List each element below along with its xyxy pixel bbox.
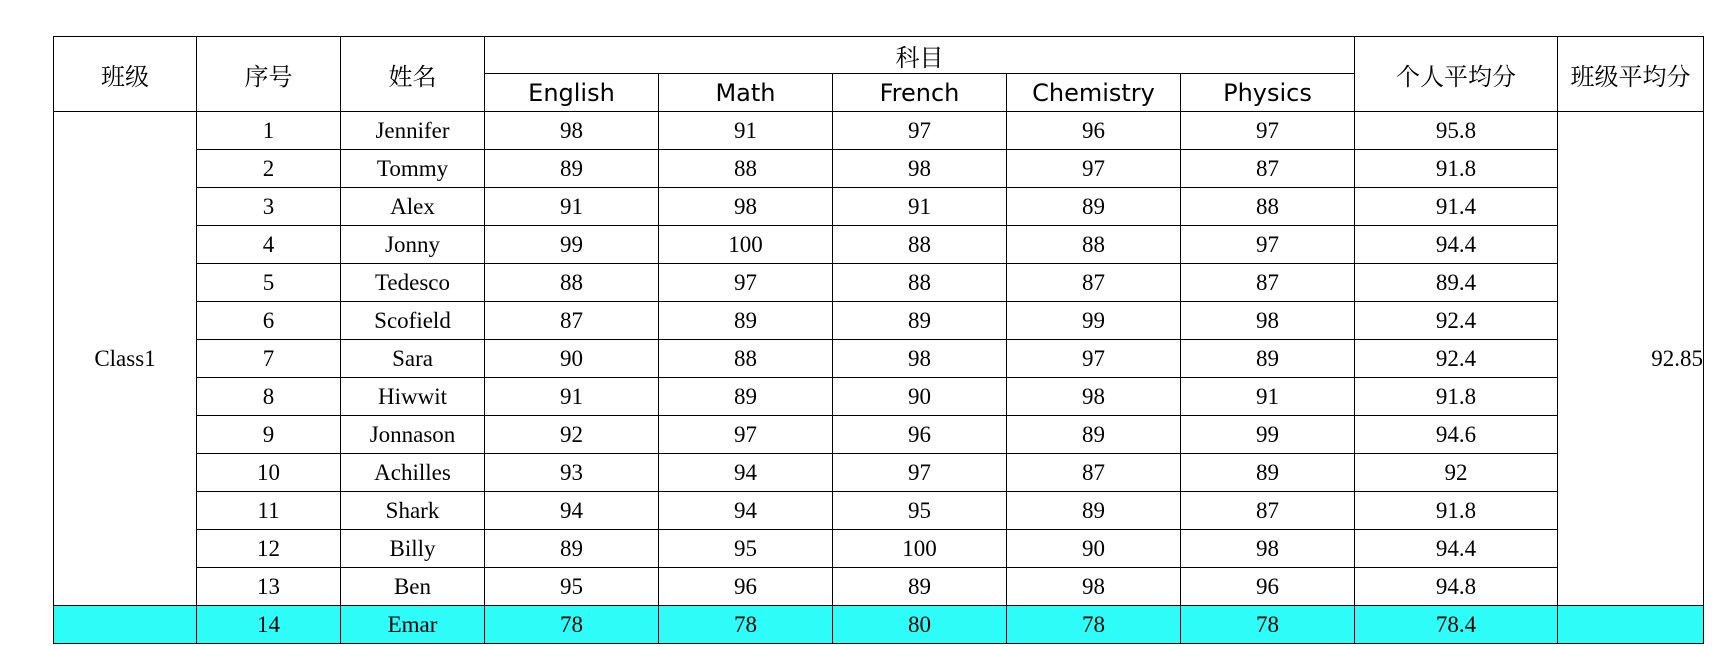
score-math: 91 bbox=[659, 112, 833, 150]
row-index: 13 bbox=[197, 568, 341, 606]
score-french: 95 bbox=[833, 492, 1007, 530]
student-name: Jonny bbox=[341, 226, 485, 264]
row-index: 5 bbox=[197, 264, 341, 302]
score-math: 89 bbox=[659, 378, 833, 416]
score-french: 97 bbox=[833, 454, 1007, 492]
table-row bbox=[54, 226, 1704, 264]
table-row bbox=[54, 530, 1704, 568]
student-name: Alex bbox=[341, 188, 485, 226]
score-english: 78 bbox=[485, 606, 659, 644]
score-math: 94 bbox=[659, 492, 833, 530]
score-french: 96 bbox=[833, 416, 1007, 454]
score-math: 100 bbox=[659, 226, 833, 264]
table-body bbox=[54, 112, 1704, 644]
personal-average: 94.4 bbox=[1355, 530, 1558, 568]
score-english: 90 bbox=[485, 340, 659, 378]
student-name: Hiwwit bbox=[341, 378, 485, 416]
table-row bbox=[54, 378, 1704, 416]
header-name: 姓名 bbox=[341, 37, 485, 112]
score-physics: 97 bbox=[1181, 226, 1355, 264]
student-name: Achilles bbox=[341, 454, 485, 492]
header-physics: Physics bbox=[1181, 74, 1355, 112]
score-french: 89 bbox=[833, 302, 1007, 340]
score-chemistry: 88 bbox=[1007, 226, 1181, 264]
score-chemistry: 78 bbox=[1007, 606, 1181, 644]
student-name: Tedesco bbox=[341, 264, 485, 302]
student-name: Sara bbox=[341, 340, 485, 378]
table-row bbox=[54, 188, 1704, 226]
score-english: 89 bbox=[485, 150, 659, 188]
score-math: 88 bbox=[659, 340, 833, 378]
table-row bbox=[54, 340, 1704, 378]
score-english: 87 bbox=[485, 302, 659, 340]
score-english: 88 bbox=[485, 264, 659, 302]
table-row bbox=[54, 302, 1704, 340]
student-name: Ben bbox=[341, 568, 485, 606]
score-physics: 88 bbox=[1181, 188, 1355, 226]
score-french: 80 bbox=[833, 606, 1007, 644]
score-french: 91 bbox=[833, 188, 1007, 226]
row-index: 2 bbox=[197, 150, 341, 188]
score-physics: 99 bbox=[1181, 416, 1355, 454]
score-math: 94 bbox=[659, 454, 833, 492]
header-french: French bbox=[833, 74, 1007, 112]
personal-average: 94.6 bbox=[1355, 416, 1558, 454]
score-english: 98 bbox=[485, 112, 659, 150]
score-french: 90 bbox=[833, 378, 1007, 416]
score-physics: 98 bbox=[1181, 530, 1355, 568]
score-english: 94 bbox=[485, 492, 659, 530]
score-math: 89 bbox=[659, 302, 833, 340]
score-physics: 97 bbox=[1181, 112, 1355, 150]
student-name: Jennifer bbox=[341, 112, 485, 150]
personal-average: 95.8 bbox=[1355, 112, 1558, 150]
student-name: Jonnason bbox=[341, 416, 485, 454]
header-row-top bbox=[54, 37, 1704, 74]
table-row bbox=[54, 112, 1704, 150]
personal-average: 91.4 bbox=[1355, 188, 1558, 226]
table-row bbox=[54, 150, 1704, 188]
score-chemistry: 89 bbox=[1007, 188, 1181, 226]
header-class: 班级 bbox=[54, 37, 197, 112]
score-math: 88 bbox=[659, 150, 833, 188]
score-chemistry: 89 bbox=[1007, 492, 1181, 530]
student-name: Emar bbox=[341, 606, 485, 644]
header-chemistry: Chemistry bbox=[1007, 74, 1181, 112]
table-row bbox=[54, 492, 1704, 530]
score-physics: 89 bbox=[1181, 340, 1355, 378]
score-chemistry: 96 bbox=[1007, 112, 1181, 150]
personal-average: 92.4 bbox=[1355, 340, 1558, 378]
header-subjects-group: 科目 bbox=[485, 37, 1355, 74]
score-math: 95 bbox=[659, 530, 833, 568]
personal-average: 91.8 bbox=[1355, 492, 1558, 530]
score-math: 97 bbox=[659, 416, 833, 454]
score-physics: 96 bbox=[1181, 568, 1355, 606]
score-chemistry: 97 bbox=[1007, 340, 1181, 378]
row-index: 14 bbox=[197, 606, 341, 644]
row-index: 8 bbox=[197, 378, 341, 416]
score-physics: 98 bbox=[1181, 302, 1355, 340]
score-chemistry: 90 bbox=[1007, 530, 1181, 568]
score-chemistry: 98 bbox=[1007, 568, 1181, 606]
header-personal-average: 个人平均分 bbox=[1355, 37, 1558, 112]
score-chemistry: 89 bbox=[1007, 416, 1181, 454]
highlight-blank-cell bbox=[54, 606, 197, 644]
row-index: 10 bbox=[197, 454, 341, 492]
score-french: 89 bbox=[833, 568, 1007, 606]
row-index: 3 bbox=[197, 188, 341, 226]
score-french: 97 bbox=[833, 112, 1007, 150]
personal-average: 89.4 bbox=[1355, 264, 1558, 302]
score-english: 93 bbox=[485, 454, 659, 492]
class-average-value: 92.85 bbox=[1558, 112, 1704, 606]
table-row bbox=[54, 416, 1704, 454]
score-french: 98 bbox=[833, 150, 1007, 188]
personal-average: 91.8 bbox=[1355, 150, 1558, 188]
row-index: 9 bbox=[197, 416, 341, 454]
score-english: 92 bbox=[485, 416, 659, 454]
score-math: 97 bbox=[659, 264, 833, 302]
score-chemistry: 97 bbox=[1007, 150, 1181, 188]
score-english: 99 bbox=[485, 226, 659, 264]
score-french: 88 bbox=[833, 226, 1007, 264]
score-math: 98 bbox=[659, 188, 833, 226]
score-chemistry: 87 bbox=[1007, 454, 1181, 492]
score-french: 98 bbox=[833, 340, 1007, 378]
score-physics: 87 bbox=[1181, 150, 1355, 188]
student-name: Scofield bbox=[341, 302, 485, 340]
personal-average: 78.4 bbox=[1355, 606, 1558, 644]
score-physics: 87 bbox=[1181, 492, 1355, 530]
row-index: 11 bbox=[197, 492, 341, 530]
header-class-average: 班级平均分 bbox=[1558, 37, 1704, 112]
score-math: 78 bbox=[659, 606, 833, 644]
table-row bbox=[54, 454, 1704, 492]
personal-average: 92.4 bbox=[1355, 302, 1558, 340]
table-row bbox=[54, 264, 1704, 302]
student-name: Billy bbox=[341, 530, 485, 568]
score-english: 95 bbox=[485, 568, 659, 606]
score-english: 91 bbox=[485, 188, 659, 226]
row-index: 1 bbox=[197, 112, 341, 150]
grade-table bbox=[53, 36, 1704, 644]
row-index: 4 bbox=[197, 226, 341, 264]
score-english: 91 bbox=[485, 378, 659, 416]
student-name: Tommy bbox=[341, 150, 485, 188]
score-physics: 91 bbox=[1181, 378, 1355, 416]
row-index: 7 bbox=[197, 340, 341, 378]
score-chemistry: 98 bbox=[1007, 378, 1181, 416]
student-name: Shark bbox=[341, 492, 485, 530]
personal-average: 91.8 bbox=[1355, 378, 1558, 416]
score-physics: 89 bbox=[1181, 454, 1355, 492]
score-chemistry: 99 bbox=[1007, 302, 1181, 340]
score-physics: 87 bbox=[1181, 264, 1355, 302]
score-math: 96 bbox=[659, 568, 833, 606]
table-row bbox=[54, 568, 1704, 606]
table-row-highlighted bbox=[54, 606, 1704, 644]
header-english: English bbox=[485, 74, 659, 112]
header-index: 序号 bbox=[197, 37, 341, 112]
score-physics: 78 bbox=[1181, 606, 1355, 644]
row-index: 12 bbox=[197, 530, 341, 568]
personal-average: 94.8 bbox=[1355, 568, 1558, 606]
score-french: 88 bbox=[833, 264, 1007, 302]
class-name-cell: Class1 bbox=[54, 112, 197, 606]
personal-average: 94.4 bbox=[1355, 226, 1558, 264]
highlight-blank-cell bbox=[1558, 606, 1704, 644]
personal-average: 92 bbox=[1355, 454, 1558, 492]
score-french: 100 bbox=[833, 530, 1007, 568]
header-math: Math bbox=[659, 74, 833, 112]
row-index: 6 bbox=[197, 302, 341, 340]
score-english: 89 bbox=[485, 530, 659, 568]
score-chemistry: 87 bbox=[1007, 264, 1181, 302]
